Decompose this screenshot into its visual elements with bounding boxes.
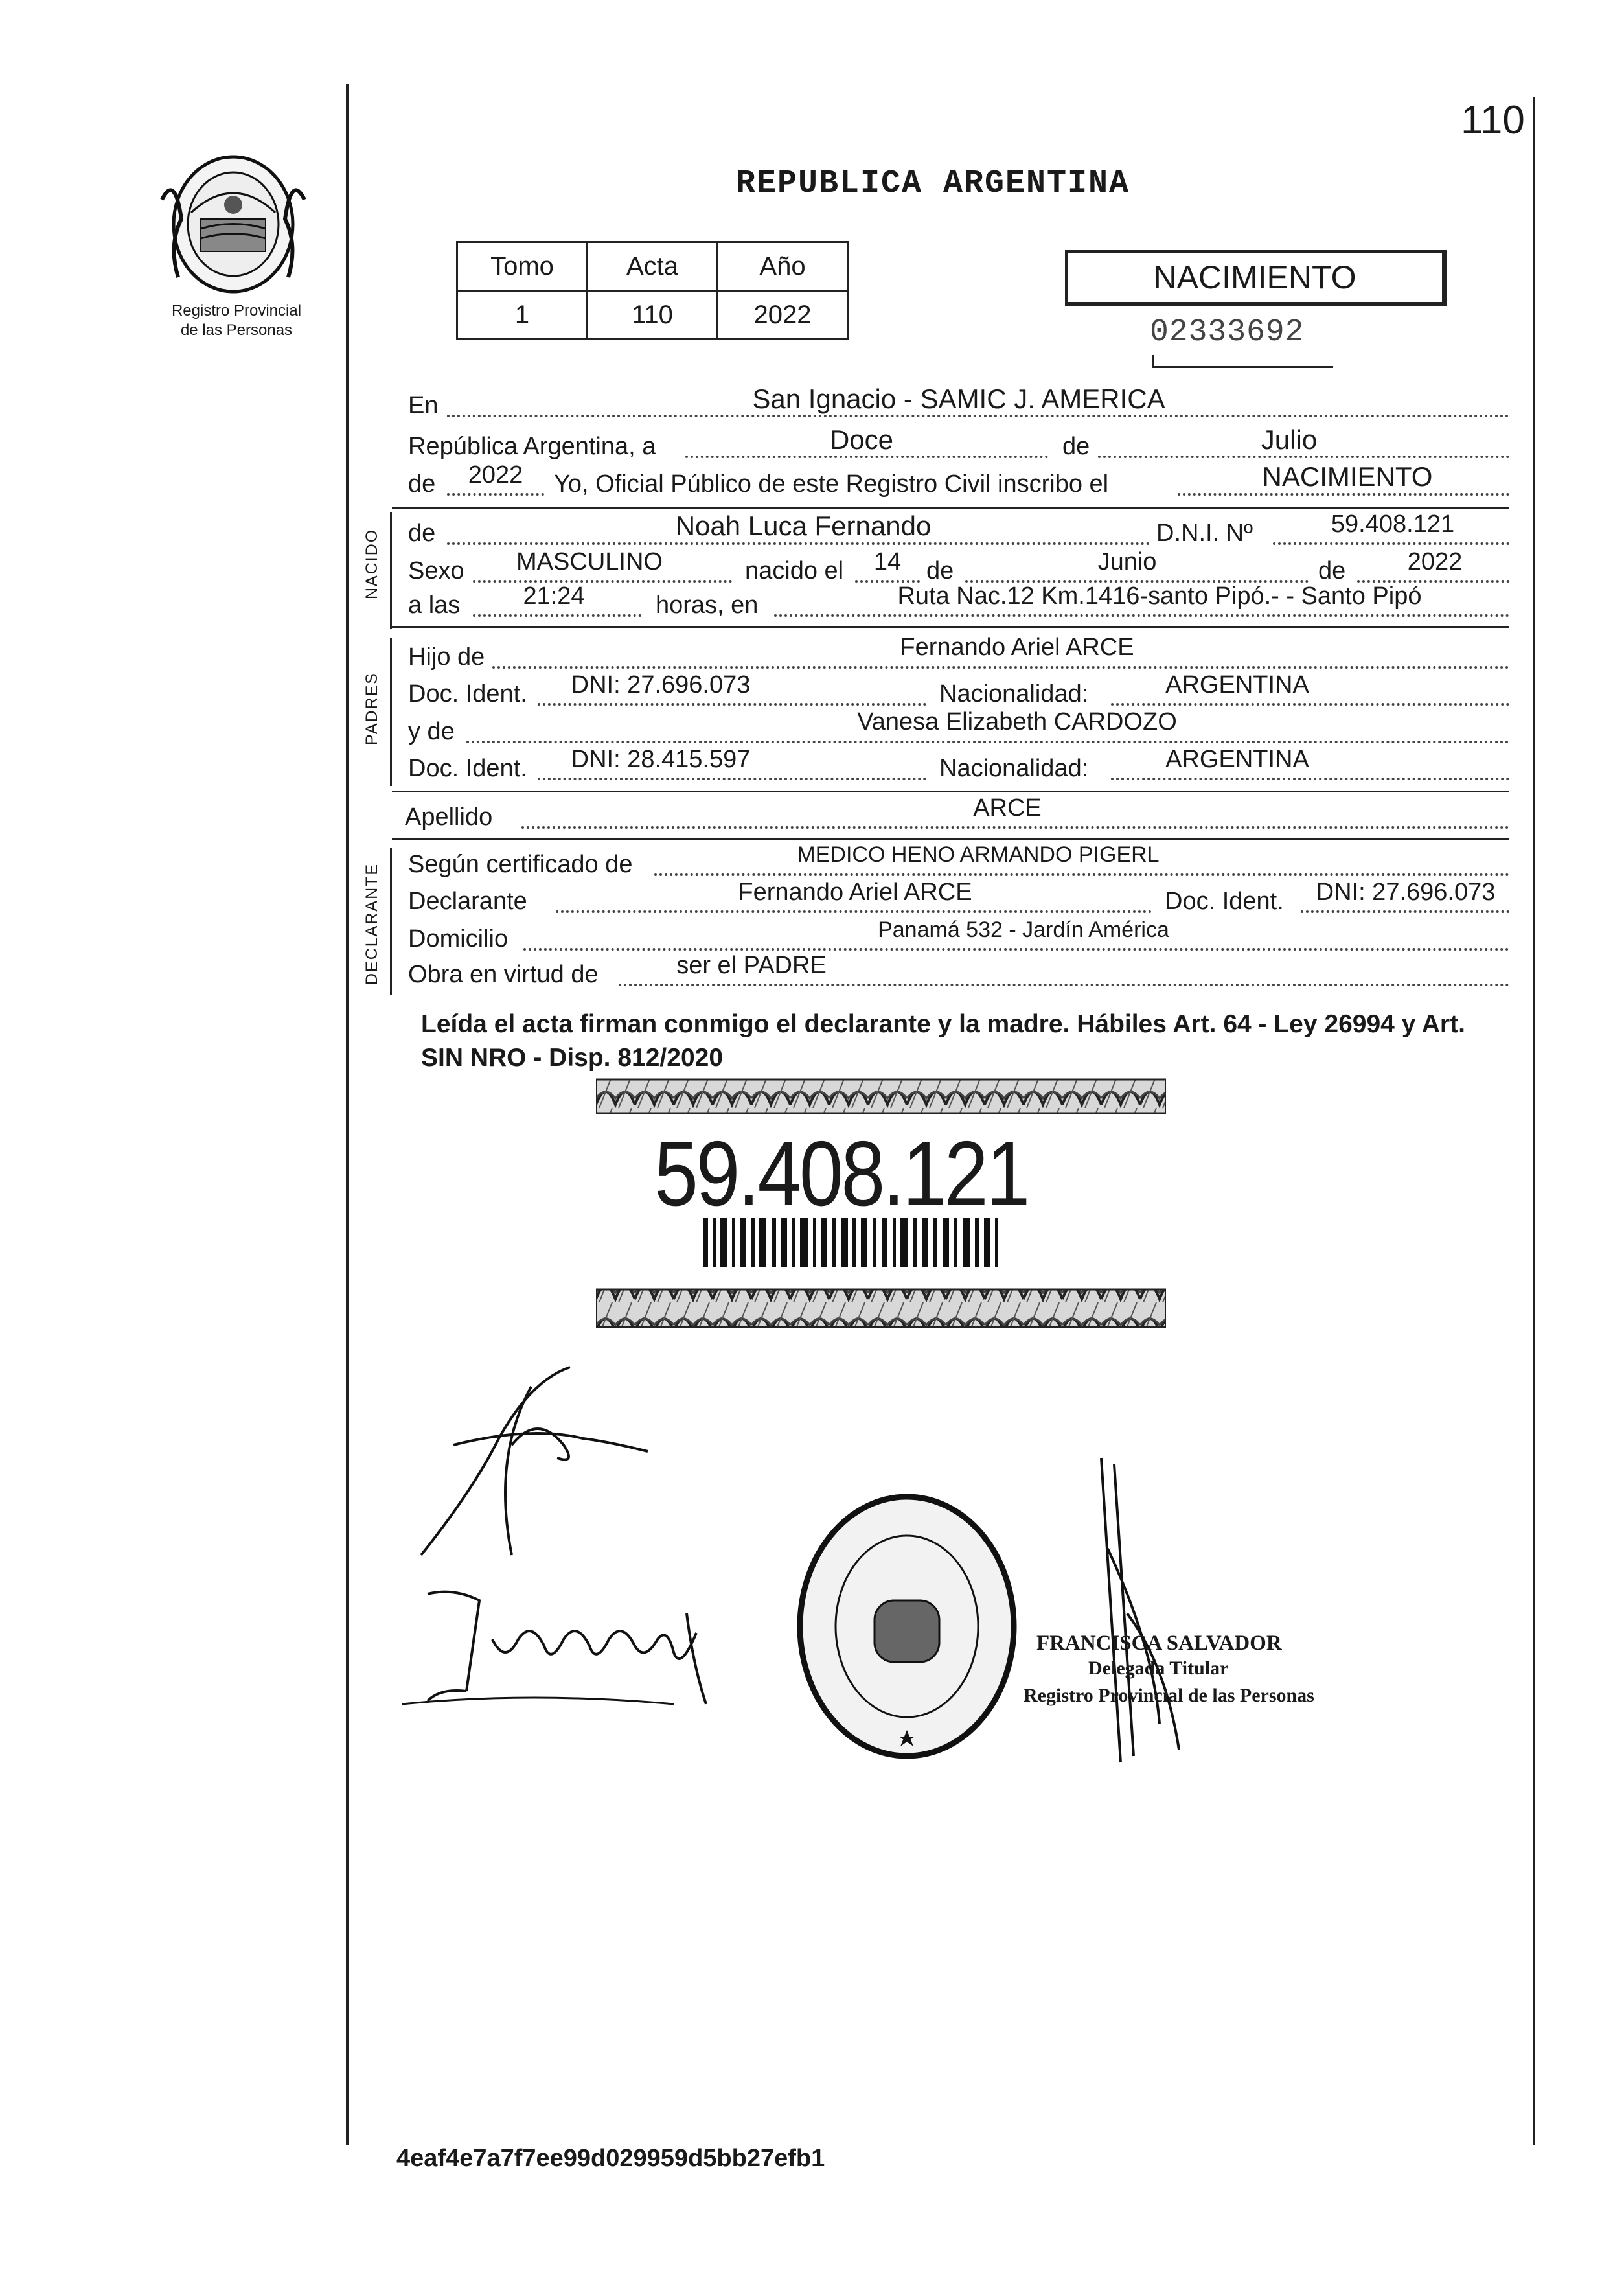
label-sexo: Sexo [408, 557, 464, 584]
province-logo [155, 148, 311, 297]
section-divider [392, 838, 1509, 840]
dots [492, 666, 1509, 669]
form-number-tick [1152, 355, 1154, 368]
form-number-underline [1152, 366, 1333, 368]
document-hash: 4eaf4e7a7f7ee99d029959d5bb27efb1 [396, 2145, 825, 2172]
label-doc-ident-2: Doc. Ident. [408, 755, 527, 782]
value-mother-doc: DNI: 28.415.597 [571, 746, 751, 773]
label-inscribo: Yo, Oficial Público de este Registro Civil inscribo el [554, 470, 1109, 498]
value-birth-day: 14 [873, 548, 902, 575]
label-horas-en: horas, en [656, 592, 759, 619]
declarant-signature-image [415, 1361, 661, 1568]
declarant-signature [415, 1361, 661, 1568]
value-birth-year: 2022 [1407, 548, 1463, 575]
label-doc-ident-3: Doc. Ident. [1165, 888, 1284, 915]
value-year: 2022 [468, 461, 523, 489]
dots [538, 703, 926, 706]
label-nacionalidad-1: Nacionalidad: [939, 680, 1089, 708]
value-mother-name: Vanesa Elizabeth CARDOZO [857, 708, 1177, 735]
record-table-header-tomo: Tomo [457, 242, 588, 291]
dots [466, 741, 1509, 743]
label-de: de [1062, 433, 1090, 460]
dots [654, 873, 1509, 876]
record-table-value-anio: 2022 [718, 291, 848, 340]
value-birth-time: 21:24 [523, 583, 585, 610]
label-segun: Según certificado de [408, 851, 633, 878]
label-doc-ident-1: Doc. Ident. [408, 680, 527, 708]
label-nacido-el: nacido el [745, 557, 844, 584]
value-birth-month: Junio [1097, 548, 1157, 575]
registry-seal-image [790, 1484, 1024, 1769]
side-label-declarante: DECLARANTE [363, 862, 381, 985]
label-dni: D.N.I. Nº [1156, 520, 1253, 547]
dots [538, 778, 926, 780]
closing-statement: Leída el acta firman conmigo el declarante y la madre. Hábiles Art. 64 - Ley 26994 y Art. SIN NRO - Disp. 812/2020 [421, 1010, 1465, 1072]
dots [447, 542, 1150, 545]
label-hijo-de: Hijo de [408, 643, 485, 671]
label-de-month: de [1318, 557, 1346, 584]
record-table-value-acta: 110 [588, 291, 718, 340]
dots [1301, 910, 1509, 913]
value-father-name: Fernando Ariel ARCE [900, 634, 1134, 661]
label-en: En [408, 392, 439, 419]
registry-caption-line-2: de las Personas [180, 321, 293, 339]
record-table [456, 241, 849, 340]
value-month-text: Julio [1261, 424, 1318, 455]
dots [556, 910, 1152, 913]
label-republica: República Argentina, a [408, 433, 656, 460]
mother-signature [402, 1575, 751, 1724]
registry-caption [130, 301, 343, 340]
signer-name: FRANCISCA SALVADOR [1036, 1632, 1282, 1655]
dots [1273, 542, 1509, 545]
dots [1098, 456, 1509, 458]
signer-signature-image [1062, 1451, 1231, 1775]
value-certificate-by: MEDICO HENO ARMANDO PIGERL [797, 842, 1160, 867]
dots [619, 984, 1509, 986]
signer-signature [1062, 1451, 1231, 1775]
dots [447, 415, 1509, 417]
dots [1178, 493, 1509, 496]
label-obra: Obra en virtud de [408, 961, 599, 988]
record-table-header-acta: Acta [588, 242, 718, 291]
value-father-doc: DNI: 27.696.073 [571, 671, 751, 699]
label-de-year: de [408, 470, 436, 498]
section-divider [392, 626, 1509, 628]
value-by-virtue-of: ser el PADRE [676, 952, 827, 979]
dots [523, 948, 1509, 951]
dni-plate-number: 59.408.121 [654, 1122, 1028, 1225]
left-margin-line [346, 84, 349, 2145]
side-label-padres: PADRES [363, 672, 381, 745]
value-father-nationality: ARGENTINA [1165, 671, 1309, 699]
right-margin-line [1533, 97, 1535, 2145]
record-table-header-anio: Año [718, 242, 848, 291]
registry-seal [790, 1484, 1024, 1769]
section-bar-declarante [390, 848, 392, 995]
value-place: San Ignacio - SAMIC J. AMERICA [752, 384, 1165, 414]
signer-organization: Registro Provincial de las Personas [1024, 1685, 1314, 1706]
value-declarant: Fernando Ariel ARCE [738, 879, 972, 906]
section-divider [392, 791, 1509, 792]
section-bar-nacido [390, 512, 392, 629]
value-mother-nationality: ARGENTINA [1165, 746, 1309, 773]
dots [774, 614, 1509, 617]
dots [447, 493, 544, 496]
dots [473, 614, 641, 617]
side-label-nacido: NACIDO [363, 528, 381, 599]
label-y-de: y de [408, 718, 455, 745]
dots [685, 456, 1048, 458]
dots [521, 826, 1509, 829]
section-bar-padres [390, 638, 392, 786]
label-de-day: de [926, 557, 954, 584]
form-number: 02333692 [1150, 315, 1305, 350]
label-declarante: Declarante [408, 888, 527, 915]
label-a-las: a las [408, 592, 461, 619]
signer-role: Delegada Titular [1088, 1657, 1229, 1679]
mother-signature-image [402, 1575, 751, 1724]
label-apellido: Apellido [405, 803, 493, 831]
value-child-name: Noah Luca Fernando [675, 511, 932, 541]
label-nacionalidad-2: Nacionalidad: [939, 755, 1089, 782]
value-birth-place: Ruta Nac.12 Km.1416-santo Pipó.- - Santo Pipó [897, 583, 1422, 610]
value-day-text: Doce [829, 424, 894, 455]
label-de-name: de [408, 520, 436, 547]
document-title: REPUBLICA ARGENTINA [735, 165, 1130, 202]
province-crest-icon [155, 148, 311, 297]
dots [1111, 778, 1509, 780]
value-surname: ARCE [973, 794, 1042, 822]
value-sex: MASCULINO [516, 548, 663, 575]
dots [1111, 703, 1509, 706]
value-declarant-doc: DNI: 27.696.073 [1316, 879, 1496, 906]
section-divider [392, 507, 1509, 509]
value-child-dni: 59.408.121 [1331, 511, 1455, 538]
page-number: 110 [1461, 98, 1525, 143]
value-act-type: NACIMIENTO [1262, 461, 1433, 492]
registry-caption-line-1: Registro Provincial [171, 302, 302, 319]
record-table-value-tomo: 1 [457, 291, 588, 340]
label-domicilio: Domicilio [408, 925, 509, 953]
value-address: Panamá 532 - Jardín América [878, 918, 1169, 942]
record-type-box: NACIMIENTO [1065, 250, 1447, 306]
